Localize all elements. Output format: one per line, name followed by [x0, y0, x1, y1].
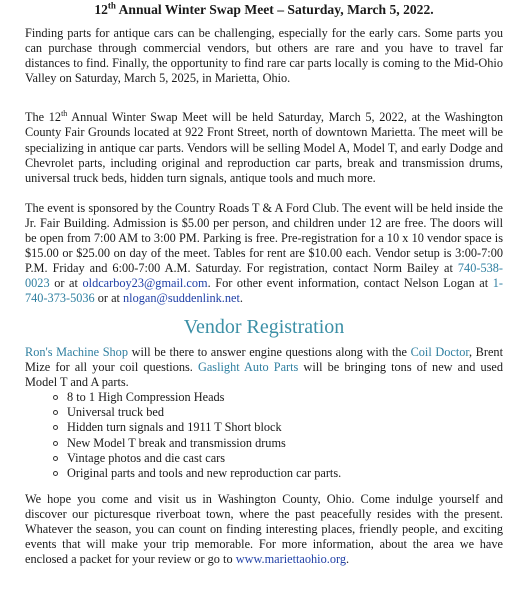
event-text-mid: . For other event information, contact Nelson Logan at: [207, 276, 493, 291]
vendor-registration-heading: Vendor Registration: [183, 315, 345, 338]
vendor-text-3: will be bringing tons of new and used Model T and A parts.: [25, 359, 504, 389]
marietta-website-link[interactable]: www.mariettaohio.org: [235, 551, 346, 566]
intro-paragraph: Finding parts for antique cars can be challenging, especially for the early cars. Some parts you can purchase through commercial vendors, but others are rare and you have to travel far distances to find. Finally, the opportunity to find rare car parts locally is coming to the Mid-Ohio Valley on Saturday, March 5, 2025, in Marietta, Ohio.: [25, 26, 503, 86]
title-number: 12: [94, 2, 108, 17]
list-item-text: New Model T break and transmission drums: [67, 435, 286, 450]
gaslight-auto-parts-link[interactable]: Gaslight Auto Parts: [197, 359, 299, 374]
bullet-icon: [53, 441, 58, 446]
title-text: Annual Winter Swap Meet – Saturday, March 5, 2022.: [115, 2, 434, 17]
bullet-icon: [53, 456, 58, 461]
list-item-text: Hidden turn signals and 1911 T Short block: [67, 420, 282, 435]
event-end: .: [239, 291, 243, 306]
document-page: [25, 0, 503, 567]
title-ordinal: th: [107, 0, 116, 11]
list-item-text: 8 to 1 High Compression Heads: [67, 389, 225, 404]
meet-text-start: The 12: [25, 110, 62, 125]
vendor-text-2: , Brent Mize for all your coil questions.: [25, 344, 503, 374]
coil-doctor-link[interactable]: Coil Doctor: [410, 344, 470, 359]
event-paragraph: [25, 201, 503, 307]
list-item: [53, 420, 503, 435]
list-item: [53, 405, 503, 420]
parts-list: [25, 390, 503, 482]
phone-link-norm[interactable]: 740-538-0023: [25, 261, 503, 291]
phone-link-nelson[interactable]: 1-740-373-5036: [25, 276, 504, 306]
vendor-paragraph: [25, 345, 503, 390]
list-item-text: Original parts and tools and new reproduction car parts.: [67, 466, 342, 481]
list-item: [53, 451, 503, 466]
bullet-icon: [53, 395, 58, 400]
meet-paragraph: [25, 110, 503, 185]
bullet-icon: [53, 471, 58, 476]
list-item-text: Vintage photos and die cast cars: [67, 450, 226, 465]
list-item-text: Universal truck bed: [67, 405, 164, 420]
email-link-norm[interactable]: oldcarboy23@gmail.com: [82, 276, 208, 291]
list-item: [53, 436, 503, 451]
event-text: The event is sponsored by the Country Roads T & A Ford Club. The event will be held inside the Jr. Fair Building. Admission is $5.00 per person, and children under 12 are free. The doors will be open from 7:00 AM to 3:00 PM. Parking is free. Pre-registration for a 10 x 10 vendor space is $15.00 or $25.00 on day of the meet. Tables for rent are $10.00 each. Vendor setup is 3:00-7:00 P.M. Friday and 6:00-7:00 A.M. Saturday. For registration, contact Norm Bailey at: [25, 200, 503, 276]
closing-text: We hope you come and visit us in Washington County, Ohio. Come indulge yourself and discover our picturesque riverboat town, where the past peacefully resides with the present. Whatever the season, you can count on finding interesting places, friendly people, and exciting events that will make your trip memorable. For more information, about the area we have enclosed a packet for your review or go to: [25, 491, 503, 566]
meet-ordinal: th: [61, 109, 68, 119]
closing-paragraph: [25, 492, 503, 567]
meet-text-rest: Annual Winter Swap Meet will be held Saturday, March 5, 2022, at the Washington County Fair Grounds located at 922 Front Street, north of downtown Marietta. The meet will be specializing in antique car parts. Vendors will be selling Model A, Model T, and early Dodge and Chevrolet parts, including original and reproduction car parts, break and transmission drums, universal truck beds, hidden turn signals, antique tools and much more.: [25, 110, 503, 185]
list-item: [53, 390, 503, 405]
event-or-1: or at: [49, 276, 83, 291]
closing-end: .: [346, 551, 350, 566]
vendor-text-1: will be there to answer engine questions along with the: [127, 344, 411, 359]
email-link-nelson[interactable]: nlogan@suddenlink.net: [123, 291, 240, 306]
bullet-icon: [53, 425, 58, 430]
rons-machine-shop-link[interactable]: Ron's Machine Shop: [25, 344, 128, 359]
bullet-icon: [53, 410, 58, 415]
list-item: [53, 466, 503, 481]
event-or-2: or at: [94, 291, 124, 306]
page-title: [25, 1, 503, 18]
